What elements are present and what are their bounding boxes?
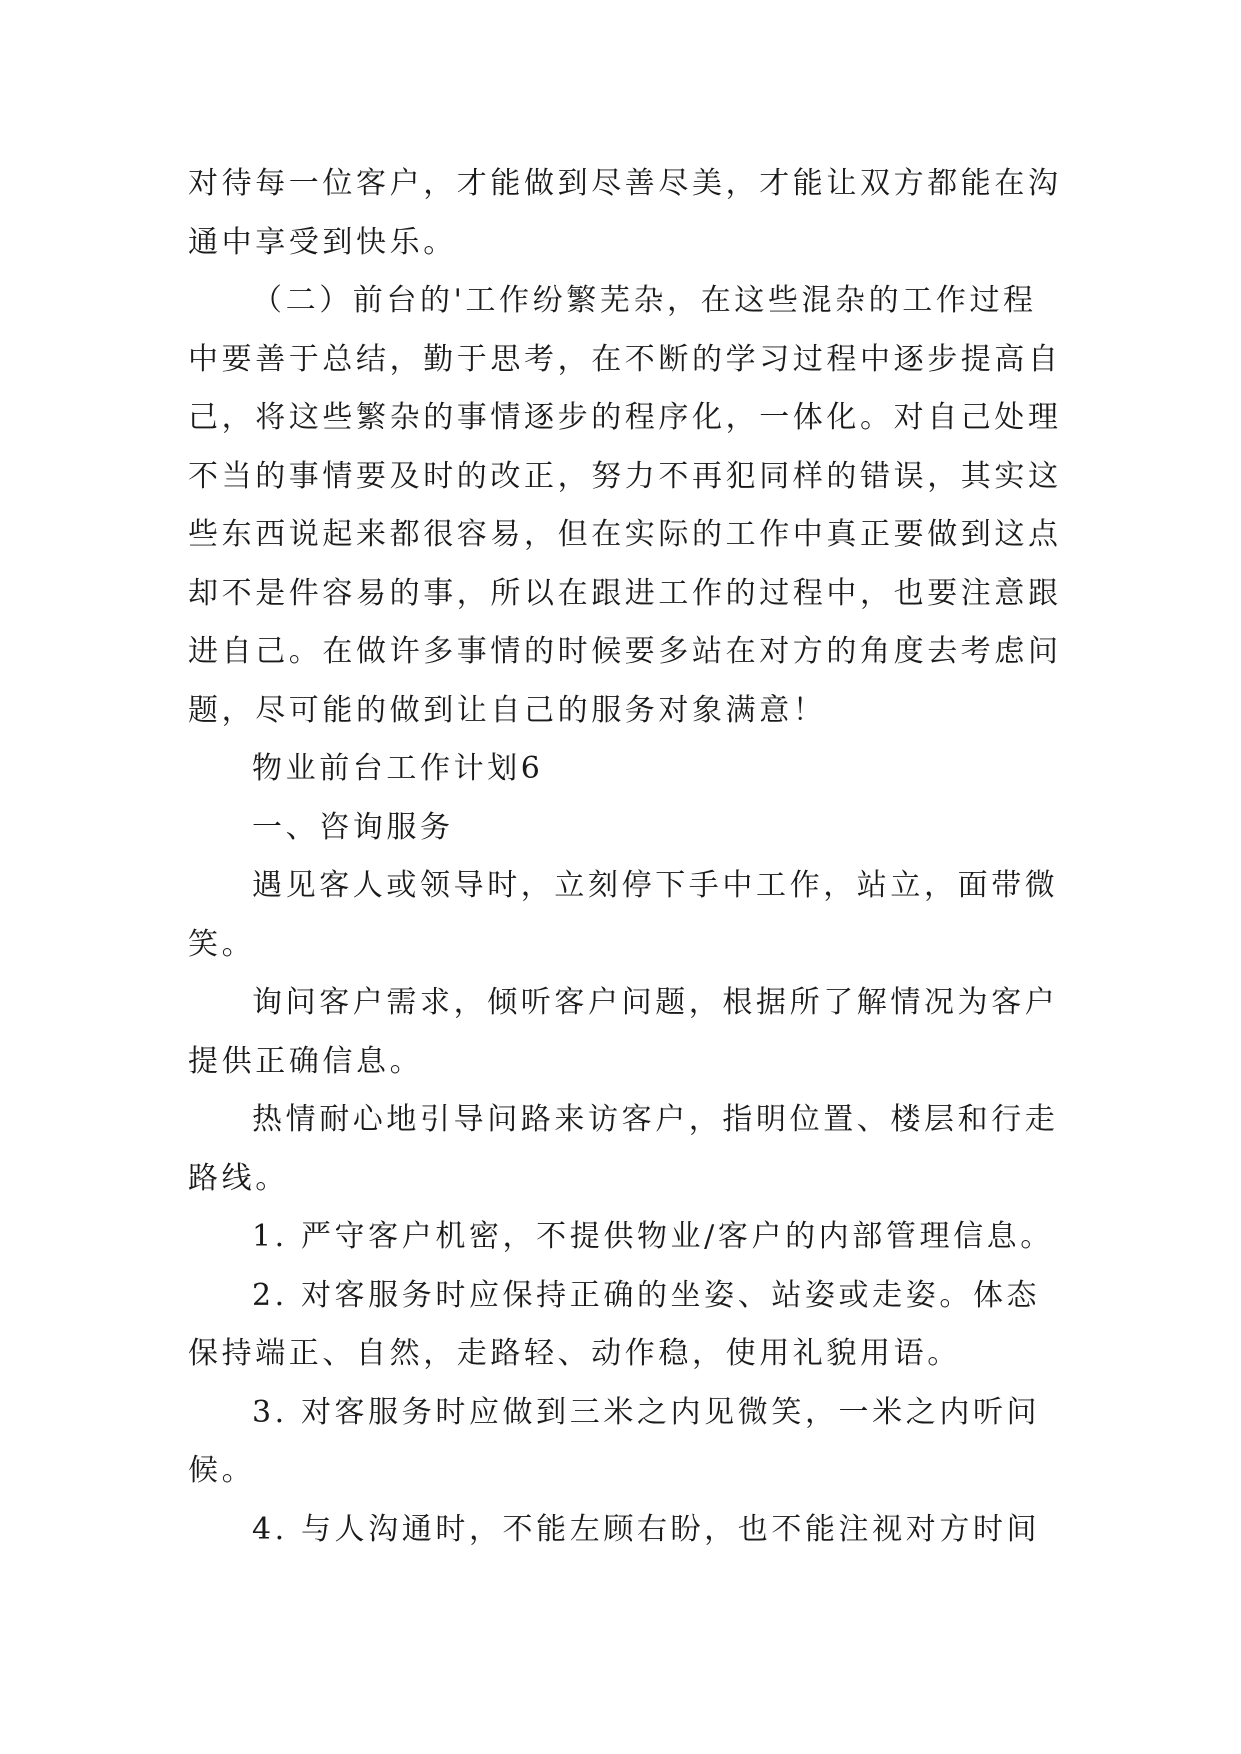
text-line: 中要善于总结，勤于思考，在不断的学习过程中逐步提高自 [188,342,1062,377]
text-line: 对待每一位客户，才能做到尽善尽美，才能让双方都能在沟 [188,166,1062,201]
list-item: 1. 严守客户机密，不提供物业/客户的内部管理信息。 [252,1219,1054,1254]
text-line: 却不是件容易的事，所以在跟进工作的过程中，也要注意跟 [188,576,1062,611]
text-line: 通中享受到快乐。 [188,225,457,260]
list-item: 3. 对客服务时应做到三米之内见微笑，一米之内听问 [252,1395,1041,1430]
text-line: 遇见客人或领导时，立刻停下手中工作，站立，面带微 [252,868,1059,903]
text-line: 候。 [188,1453,256,1488]
text-line: 保持端正、自然，走路轻、动作稳，使用礼貌用语。 [188,1336,961,1371]
list-item: 2. 对客服务时应保持正确的坐姿、站姿或走姿。体态 [252,1278,1041,1313]
section-heading: 物业前台工作计划6 [252,751,544,786]
text-line: 热情耐心地引导问路来访客户，指明位置、楼层和行走 [252,1102,1059,1137]
text-line: 路线。 [188,1161,289,1196]
text-line: 进自己。在做许多事情的时候要多站在对方的角度去考虑问 [188,634,1062,669]
subsection-heading: 一、咨询服务 [252,810,454,845]
text-line: 些东西说起来都很容易，但在实际的工作中真正要做到这点 [188,517,1062,552]
text-line: 题，尽可能的做到让自己的服务对象满意！ [188,693,827,728]
text-line: （二）前台的'工作纷繁芜杂，在这些混杂的工作过程 [252,283,1037,318]
text-line: 提供正确信息。 [188,1044,424,1079]
list-item: 4. 与人沟通时，不能左顾右盼，也不能注视对方时间 [252,1512,1041,1547]
text-line: 笑。 [188,927,256,962]
text-line: 询问客户需求，倾听客户问题，根据所了解情况为客户 [252,985,1059,1020]
text-line: 不当的事情要及时的改正，努力不再犯同样的错误，其实这 [188,459,1062,494]
text-line: 己，将这些繁杂的事情逐步的程序化，一体化。对自己处理 [188,400,1062,435]
